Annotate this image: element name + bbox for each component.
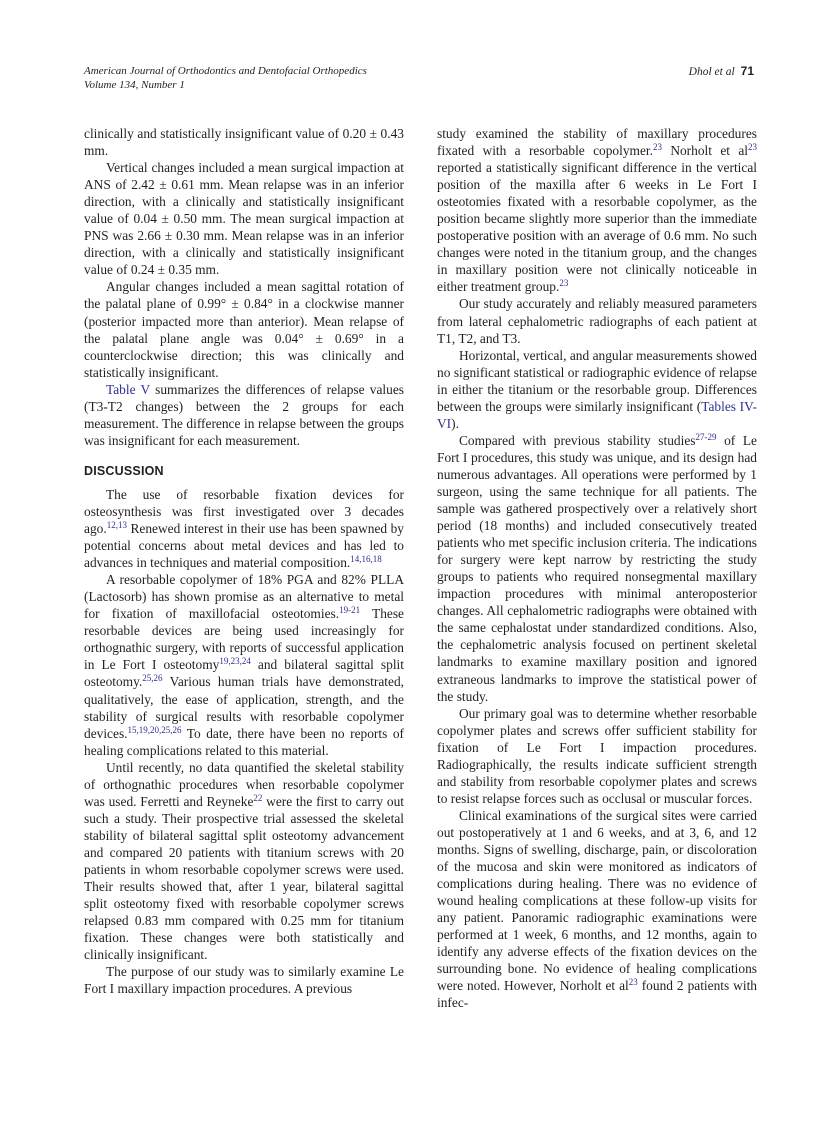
table-link[interactable]: Table V	[106, 381, 150, 397]
paragraph: Clinical examinations of the surgical sites were carried out postoperatively at 1 and 6 weeks, and at 3, 6, and 12 months. Signs of swelling, discharge, pain, or discoloration of the mucosa and skin were monitored as indicators of complications during healing. There was no evidence of wound healing complications at these follow-up visits for any patient. Panoramic radiographic examinations were performed at 1 week, 6 months, and 12 months, again to identify any adverse effects of the fixation devices on the surrounding bone. No evidence of healing complications were noted. However, Norholt et $al^{23}$ found 2 patients with infec-	[437, 807, 757, 1011]
citation-link[interactable]: 12,13	[106, 520, 127, 531]
paragraph: Our primary goal was to determine whether resorbable copolymer plates and screws offer sufficient stability for fixation of Le Fort I impaction procedures. Radiographically, the results indicate sufficient strength and stability from resorbable copolymer plates and screws to resist relapse forces such as occlusal or muscular forces.	[437, 705, 757, 806]
citation-link[interactable]: 14,16,18	[350, 554, 382, 565]
left-column	[84, 125, 404, 997]
running-authors: Dhol et al	[688, 66, 735, 78]
paragraph: The purpose of our study was to similarly examine Le Fort I maxillary impaction procedures. A previous	[84, 964, 404, 997]
citation-link[interactable]: 19,23,24	[219, 656, 251, 667]
paragraph: Vertical changes included a mean surgical impaction at ANS of 2.42 ± 0.61 mm. Mean relapse was in an inferior direction, with a clinically and statistically insignificant value of 0.04 ± 0.50 mm. The mean surgical impaction at PNS was 2.66 ± 0.30 mm. Mean relapse was in an inferior direction, with a clinically and statistically insignificant value of 0.24 ± 0.35 mm.	[84, 160, 404, 278]
citation-link[interactable]: 19-21	[339, 605, 361, 616]
section-heading: DISCUSSION	[84, 463, 164, 478]
paragraph: clinically and statistically insignificant value of 0.20 ± 0.43 mm.	[84, 126, 404, 159]
journal-info	[84, 64, 367, 92]
citation-link[interactable]: 23	[748, 142, 757, 153]
citation-link[interactable]: 23	[652, 142, 662, 153]
journal-volume: Volume 134, Number 1	[84, 79, 185, 91]
journal-title: American Journal of Orthodontics and Dentofacial Orthopedics	[84, 65, 367, 77]
paragraph: Horizontal, vertical, and angular measurements showed no significant statistical or radiographic evidence of relapse in either the titanium or the resorbable group. Differences between the groups were similarly insignificant (Tables IV-VI).	[437, 347, 757, 431]
paragraph: Compared with previous stability studies$^{27-29}$ of Le Fort I procedures, this study was unique, and its design had numerous advantages. All operations were performed by 1 surgeon, using the same technique for all patients. The sample was gathered prospectively over a relatively short period (18 months) and included consecutively treated patients who met specific inclusion criteria. The indications for surgery were kept narrow by restricting the study groups to patients who required nonsegmental maxillary impaction procedures with minimal anteroposterior changes. All cephalometric radiographs were obtained with the same cephalostat under standardized conditions. Also, the cephalometric analysis focused on pertinent skeletal landmarks to examine maxillary position and ignored extraneous landmarks to improve the statistical power of the study.	[437, 431, 757, 704]
paragraph: Until recently, no data quantified the skeletal stability of orthognathic procedures when resorbable copolymer was used. Ferretti and Reyneke$^{22}$ were the first to carry out such a study. Their prospective trial assessed the skeletal stability of bilateral sagittal split osteotomy advancement and compared 20 patients with titanium screws with 20 patients in whom resorbable copolymer screws were used. Their results showed that, after 1 year, bilateral sagittal split osteotomy fixed with resorbable copolymer screws relapsed 0.83 mm compared with 0.25 mm for titanium fixation. These changes were both statistically and clinically insignificant.	[84, 759, 404, 963]
paragraph: study examined the stability of maxillary procedures fixated with a resorbable copolymer.$^{23}$ Norholt et $al^{23}$ reported a statistically significant difference in the vertical position of the maxilla after 6 weeks in Le Fort I osteotomies fixated with a resorbable copolymer, as the position became slightly more superior than the immediate postoperative position with an average of 0.6 mm. No such changes were noted in the titanium group, and the changes in maxillary position were not clinically noticeable in either treatment group.$^{23}$	[437, 126, 757, 295]
paragraph: Table V summarizes the differences of relapse values (T3-T2 changes) between the 2 groups for each measurement. The difference in relapse between the groups was insignificant for each measurement.	[84, 381, 404, 448]
citation-link[interactable]: 25,26	[142, 673, 163, 684]
paragraph: Angular changes included a mean sagittal rotation of the palatal plane of 0.99° ± 0.84° in a clockwise manner (posterior impacted more than anterior). Mean relapse of the palatal plane angle was 0.04° ± 0.69° in a counterclockwise direction; this was clinically and statistically insignificant.	[84, 279, 404, 380]
citation-link[interactable]: 15,19,20,25,26	[127, 724, 182, 735]
citation-link[interactable]: 22	[253, 792, 263, 803]
right-column	[437, 125, 757, 1011]
table-link[interactable]: Tables IV-VI	[437, 398, 757, 431]
citation-link[interactable]: 23	[559, 278, 569, 289]
paragraph: The use of resorbable fixation devices for osteosynthesis was first investigated over 3 decades ago.$^{12,13}$ Renewed interest in their use has been spawned by potential concerns about metal devices and has led to advances in techniques and material composition.$^{14,16,18}$	[84, 486, 404, 571]
paragraph: Our study accurately and reliably measured parameters from lateral cephalometric radiographs of each patient at T1, T2, and T3.	[437, 296, 757, 346]
citation-link[interactable]: 23	[628, 977, 638, 988]
author-page	[689, 64, 754, 79]
page-number: 71	[740, 64, 754, 78]
paragraph: A resorbable copolymer of 18% PGA and 82% PLLA (Lactosorb) has shown promise as an alternative to metal for fixation of maxillofacial osteotomies.$^{19-21}$ These resorbable devices are being used increasingly for orthognathic surgery, with reports of successful application in Le Fort I osteotomy$^{19,23,24}$ and bilateral sagittal split osteotomy.$^{25,26}$ Various human trials have demonstrated, qualitatively, the ease of application, strength, and the stability of surgical results with resorbable copolymer devices.$^{15,19,20,25,26}$ To date, there have been no reports of healing complications related to this material.	[84, 572, 404, 758]
citation-link[interactable]: 27-29	[695, 431, 717, 442]
